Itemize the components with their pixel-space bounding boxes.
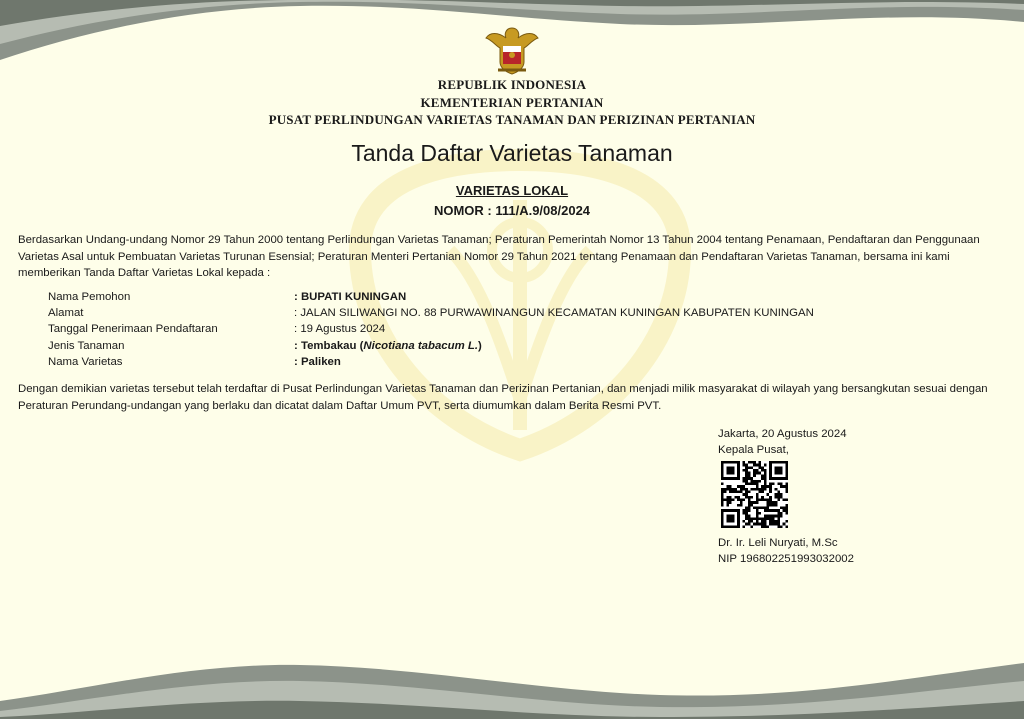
field-value (294, 338, 482, 355)
signatory-nip: NIP 196802251993032002 (718, 553, 854, 565)
signatory-name: Dr. Ir. Leli Nuryati, M.Sc (718, 537, 838, 549)
header-center: PUSAT PERLINDUNGAN VARIETAS TANAMAN DAN PERIZINAN PERTANIAN (268, 112, 756, 127)
bottom-wave-border (0, 649, 1024, 719)
field-value: : BUPATI KUNINGAN (294, 291, 407, 303)
field-label: Jenis Tanaman (48, 340, 125, 352)
field-label: Alamat (48, 307, 84, 319)
document-number: NOMOR : 111/A.9/08/2024 (433, 203, 591, 218)
signature-place-date: Jakarta, 20 Agustus 2024 (718, 428, 847, 440)
garuda-emblem-icon (484, 22, 540, 78)
field-label: Nama Pemohon (48, 291, 131, 303)
intro-paragraph: Berdasarkan Undang-undang Nomor 29 Tahun 2000 tentang Perlindungan Varietas Tanaman; Peraturan Pemerintah Nomor 13 Tahun 2004 tentang Penamaan, Pendaftaran dan Penggunaan Varietas Asal untuk Pembuatan Varietas Turunan Esensial; Peraturan Menteri Pertanian Nomor 29 Tahun 2021 tentang Penamaan dan Pendaftaran Varietas Tanaman, bersama ini kami memberikan Tanda Daftar Varietas Lokal kepada : (18, 234, 980, 279)
field-value: : Paliken (294, 356, 341, 368)
header-republic: REPUBLIK INDONESIA (437, 77, 587, 92)
field-value: : JALAN SILIWANGI NO. 88 PURWAWINANGUN KECAMATAN KUNINGAN KABUPATEN KUNINGAN (294, 307, 814, 319)
jenis-prefix: : Tembakau ( (294, 340, 364, 352)
document-subtitle: VARIETAS LOKAL (455, 183, 569, 198)
qr-code-icon (721, 461, 788, 528)
field-label: Tanggal Penerimaan Pendaftaran (48, 323, 218, 335)
document-subtitle-wrap (0, 183, 1024, 198)
jenis-suffix: ) (478, 340, 482, 352)
jenis-latin-name: Nicotiana tabacum L. (363, 340, 478, 352)
signature-position: Kepala Pusat, (718, 444, 789, 456)
header-ministry: KEMENTERIAN PERTANIAN (420, 95, 604, 110)
closing-paragraph: Dengan demikian varietas tersebut telah terdaftar di Pusat Perlindungan Varietas Tanaman dan Perizinan Pertanian, dan menjadi milik masyarakat di wilayah yang bersangkutan sesuai dengan Peraturan Perundang-undangan yang berlaku dan dicatat dalam Daftar Umum PVT, serta diumumkan dalam Berita Resmi PVT. (18, 383, 988, 412)
document-title: Tanda Daftar Varietas Tanaman (351, 140, 673, 166)
field-value: : 19 Agustus 2024 (294, 323, 386, 335)
field-label: Nama Varietas (48, 356, 123, 368)
